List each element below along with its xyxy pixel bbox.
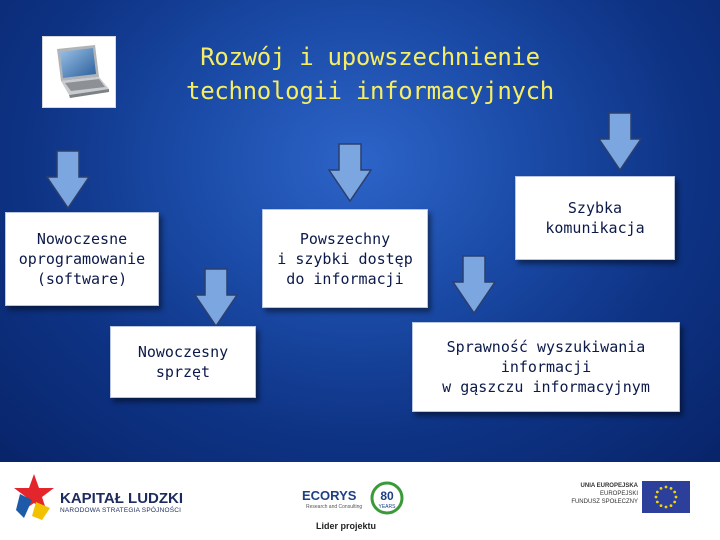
eu-star — [673, 491, 676, 494]
eu-star — [670, 487, 673, 490]
down-arrow-icon — [598, 112, 642, 172]
eu-star — [656, 501, 659, 504]
down-arrow-icon — [194, 268, 238, 328]
box-access — [262, 209, 428, 308]
eu-star — [673, 501, 676, 504]
down-arrow-icon — [452, 255, 496, 315]
eu-star — [660, 487, 663, 490]
eu-line-2: EUROPEJSKI — [599, 491, 638, 497]
box-communication-line-2: komunikacja — [545, 219, 645, 237]
eu-star — [665, 486, 668, 489]
box-search-line-2: informacji — [500, 358, 592, 376]
eu-star — [670, 504, 673, 507]
box-software — [5, 212, 159, 306]
kapital-ludzki-logo — [12, 472, 56, 522]
box-software-line-3: (software) — [36, 270, 128, 288]
ecorys-badge-number: 80 — [380, 489, 394, 503]
box-communication — [515, 176, 675, 260]
box-search — [412, 322, 680, 412]
down-arrow-icon — [328, 143, 372, 203]
box-search-line-1: Sprawność wyszukiwania — [446, 338, 646, 356]
box-hardware-line-2: sprzęt — [155, 363, 211, 381]
box-hardware-line-1: Nowoczesny — [137, 343, 229, 361]
box-software-line-2: oprogramowanie — [18, 250, 146, 268]
title-line-2: technologii informacyjnych — [186, 77, 554, 105]
kapital-ludzki-text — [60, 490, 183, 514]
eu-star — [656, 491, 659, 494]
box-communication-line-1: Szybka — [567, 199, 623, 217]
box-access-line-2: i szybki dostęp — [277, 249, 413, 268]
box-software-line-1: Nowoczesne — [36, 230, 128, 248]
eu-line-1: UNIA EUROPEJSKA — [580, 483, 638, 489]
laptop-icon — [42, 36, 116, 108]
eu-star — [665, 506, 668, 509]
ecorys-subtitle: Research and Consulting — [306, 504, 363, 510]
title-line-1: Rozwój i upowszechnienie — [200, 43, 540, 71]
ecorys-name: ECORYS — [302, 488, 357, 503]
ecorys-badge-label: YEARS — [378, 504, 396, 510]
box-hardware — [110, 326, 256, 398]
ecorys-leader-label: Lider projektu — [316, 521, 377, 531]
eu-line-3: FUNDUSZ SPOŁECZNY — [571, 499, 638, 505]
ecorys-logo — [370, 481, 404, 515]
box-access-line-1: Powszechny — [299, 229, 391, 248]
kapital-ludzki-name: KAPITAŁ LUDZKI — [60, 490, 184, 507]
box-access-line-3: do informacji — [286, 269, 404, 288]
eu-star — [655, 496, 658, 499]
eu-star — [675, 496, 678, 499]
kapital-ludzki-subtitle: NARODOWA STRATEGIA SPÓJNOŚCI — [60, 507, 182, 514]
slide-title — [150, 40, 590, 108]
eu-text — [560, 482, 638, 506]
eu-star — [660, 504, 663, 507]
eu-flag-icon — [642, 481, 690, 513]
down-arrow-icon — [46, 150, 90, 210]
box-search-line-3: w gąszczu informacyjnym — [442, 378, 650, 396]
